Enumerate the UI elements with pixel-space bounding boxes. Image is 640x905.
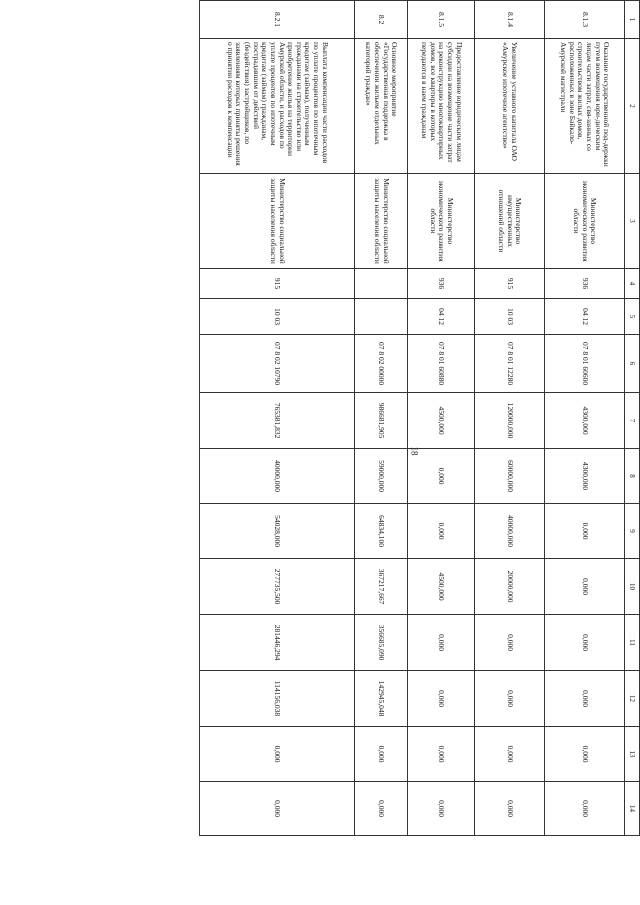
cell: 07 8 02 10790 bbox=[200, 335, 355, 393]
cell: 0,000 bbox=[545, 727, 625, 782]
cell: 0,000 bbox=[200, 727, 355, 782]
cell: 0,000 bbox=[408, 449, 475, 504]
cell: 0,000 bbox=[475, 727, 545, 782]
row-description: Основное мероприятие «Государственная поддержка в обеспечении жильем отдельных категорий граждан» bbox=[355, 39, 408, 174]
cell bbox=[355, 299, 408, 335]
page-number: 18 bbox=[409, 446, 420, 456]
cell: 0,000 bbox=[200, 782, 355, 836]
cell: 114156,038 bbox=[200, 671, 355, 727]
cell: 40000,000 bbox=[475, 504, 545, 559]
table-row bbox=[408, 1, 475, 836]
row-organization: Министерство имущественных отношений области bbox=[475, 174, 545, 269]
cell: 0,000 bbox=[545, 782, 625, 836]
row-number: 8.1.5 bbox=[408, 1, 475, 39]
cell: 120000,000 bbox=[475, 393, 545, 449]
header-cell: 9 bbox=[625, 504, 640, 559]
cell bbox=[355, 269, 408, 299]
row-number: 8.1.4 bbox=[475, 1, 545, 39]
cell: 142945,048 bbox=[355, 671, 408, 727]
cell: 10 03 bbox=[475, 299, 545, 335]
cell: 07 8 01 60600 bbox=[545, 335, 625, 393]
header-cell: 6 bbox=[625, 335, 640, 393]
cell: 0,000 bbox=[408, 727, 475, 782]
row-number: 8.2 bbox=[355, 1, 408, 39]
cell: 765381,832 bbox=[200, 393, 355, 449]
header-cell: 5 bbox=[625, 299, 640, 335]
table-row bbox=[475, 1, 545, 836]
table-row bbox=[200, 1, 355, 836]
cell: 04 12 bbox=[545, 299, 625, 335]
cell: 0,000 bbox=[475, 782, 545, 836]
cell: 4300,000 bbox=[545, 393, 625, 449]
cell: 0,000 bbox=[408, 615, 475, 671]
cell: 0,000 bbox=[408, 504, 475, 559]
cell: 915 bbox=[200, 269, 355, 299]
row-organization: Министерство экономического развития области bbox=[408, 174, 475, 269]
row-description: Предоставление юридическим лицам субсидии на возмещение части затрат на реконструкцию многоквартирных домов, все квартиры в которых передаются в наем гражданам bbox=[408, 39, 475, 174]
header-cell: 1 bbox=[625, 1, 640, 39]
cell: 986681,905 bbox=[355, 393, 408, 449]
cell: 40000,000 bbox=[200, 449, 355, 504]
row-description: Выплата компенсации части расходов по уплате процентов по ипотечным кредитам (займам), полученным гражданами на строительство или приобретение жилья на территории Амурской области, и расходов по уплате процентов по ипотечным кредитам (займам) гражданам, пострадавшим от действий (бездействия) застройщиков, по заявлениям которых приняты решения о принятии расходов к компенсации bbox=[200, 39, 355, 174]
cell: 277735,500 bbox=[200, 559, 355, 615]
header-cell: 12 bbox=[625, 671, 640, 727]
row-description: Оказание государственной под-держки путем возмещения юри-дическим лицам части затрат, свя-занных со строительством жилых домов, расположенных в зоне Байкало-Амурской магистрали bbox=[545, 39, 625, 174]
cell: 4500,000 bbox=[408, 393, 475, 449]
table-row bbox=[355, 1, 408, 836]
row-organization: Министерство социальной защиты населения области bbox=[355, 174, 408, 269]
cell: 0,000 bbox=[545, 671, 625, 727]
cell: 07 8 01 12280 bbox=[475, 335, 545, 393]
cell: 356685,090 bbox=[355, 615, 408, 671]
header-cell: 7 bbox=[625, 393, 640, 449]
cell: 0,000 bbox=[475, 671, 545, 727]
cell: 936 bbox=[545, 269, 625, 299]
row-number: 8.2.1 bbox=[200, 1, 355, 39]
budget-table-sheet bbox=[100, 0, 640, 835]
cell: 4300,000 bbox=[545, 449, 625, 504]
row-description: Увеличение уставного капитала ОАО «Амурское ипотечное агентство» bbox=[475, 39, 545, 174]
cell: 64834,100 bbox=[355, 504, 408, 559]
header-cell: 13 bbox=[625, 727, 640, 782]
cell: 0,000 bbox=[355, 782, 408, 836]
cell: 4500,000 bbox=[408, 559, 475, 615]
cell: 60000,000 bbox=[475, 449, 545, 504]
cell: 54028,000 bbox=[200, 504, 355, 559]
header-cell: 4 bbox=[625, 269, 640, 299]
cell: 0,000 bbox=[355, 727, 408, 782]
budget-table bbox=[199, 0, 640, 836]
row-number: 8.1.3 bbox=[545, 1, 625, 39]
cell: 07 8 01 60880 bbox=[408, 335, 475, 393]
cell: 281446,294 bbox=[200, 615, 355, 671]
cell: 936 bbox=[408, 269, 475, 299]
table-row bbox=[545, 1, 625, 836]
cell: 0,000 bbox=[545, 504, 625, 559]
header-cell: 11 bbox=[625, 615, 640, 671]
cell: 0,000 bbox=[475, 615, 545, 671]
header-row bbox=[625, 1, 640, 836]
header-cell: 2 bbox=[625, 39, 640, 174]
cell: 59000,000 bbox=[355, 449, 408, 504]
header-cell: 3 bbox=[625, 174, 640, 269]
cell: 04 12 bbox=[408, 299, 475, 335]
cell: 0,000 bbox=[408, 782, 475, 836]
header-cell: 14 bbox=[625, 782, 640, 836]
cell: 20000,000 bbox=[475, 559, 545, 615]
cell: 07 8 02 00000 bbox=[355, 335, 408, 393]
header-cell: 10 bbox=[625, 559, 640, 615]
row-organization: Министерство экономического развития области bbox=[545, 174, 625, 269]
header-cell: 8 bbox=[625, 449, 640, 504]
row-organization: Министерство социальной защиты населения области bbox=[200, 174, 355, 269]
cell: 915 bbox=[475, 269, 545, 299]
cell: 0,000 bbox=[408, 671, 475, 727]
cell: 0,000 bbox=[545, 559, 625, 615]
cell: 367217,667 bbox=[355, 559, 408, 615]
cell: 10 03 bbox=[200, 299, 355, 335]
cell: 0,000 bbox=[545, 615, 625, 671]
